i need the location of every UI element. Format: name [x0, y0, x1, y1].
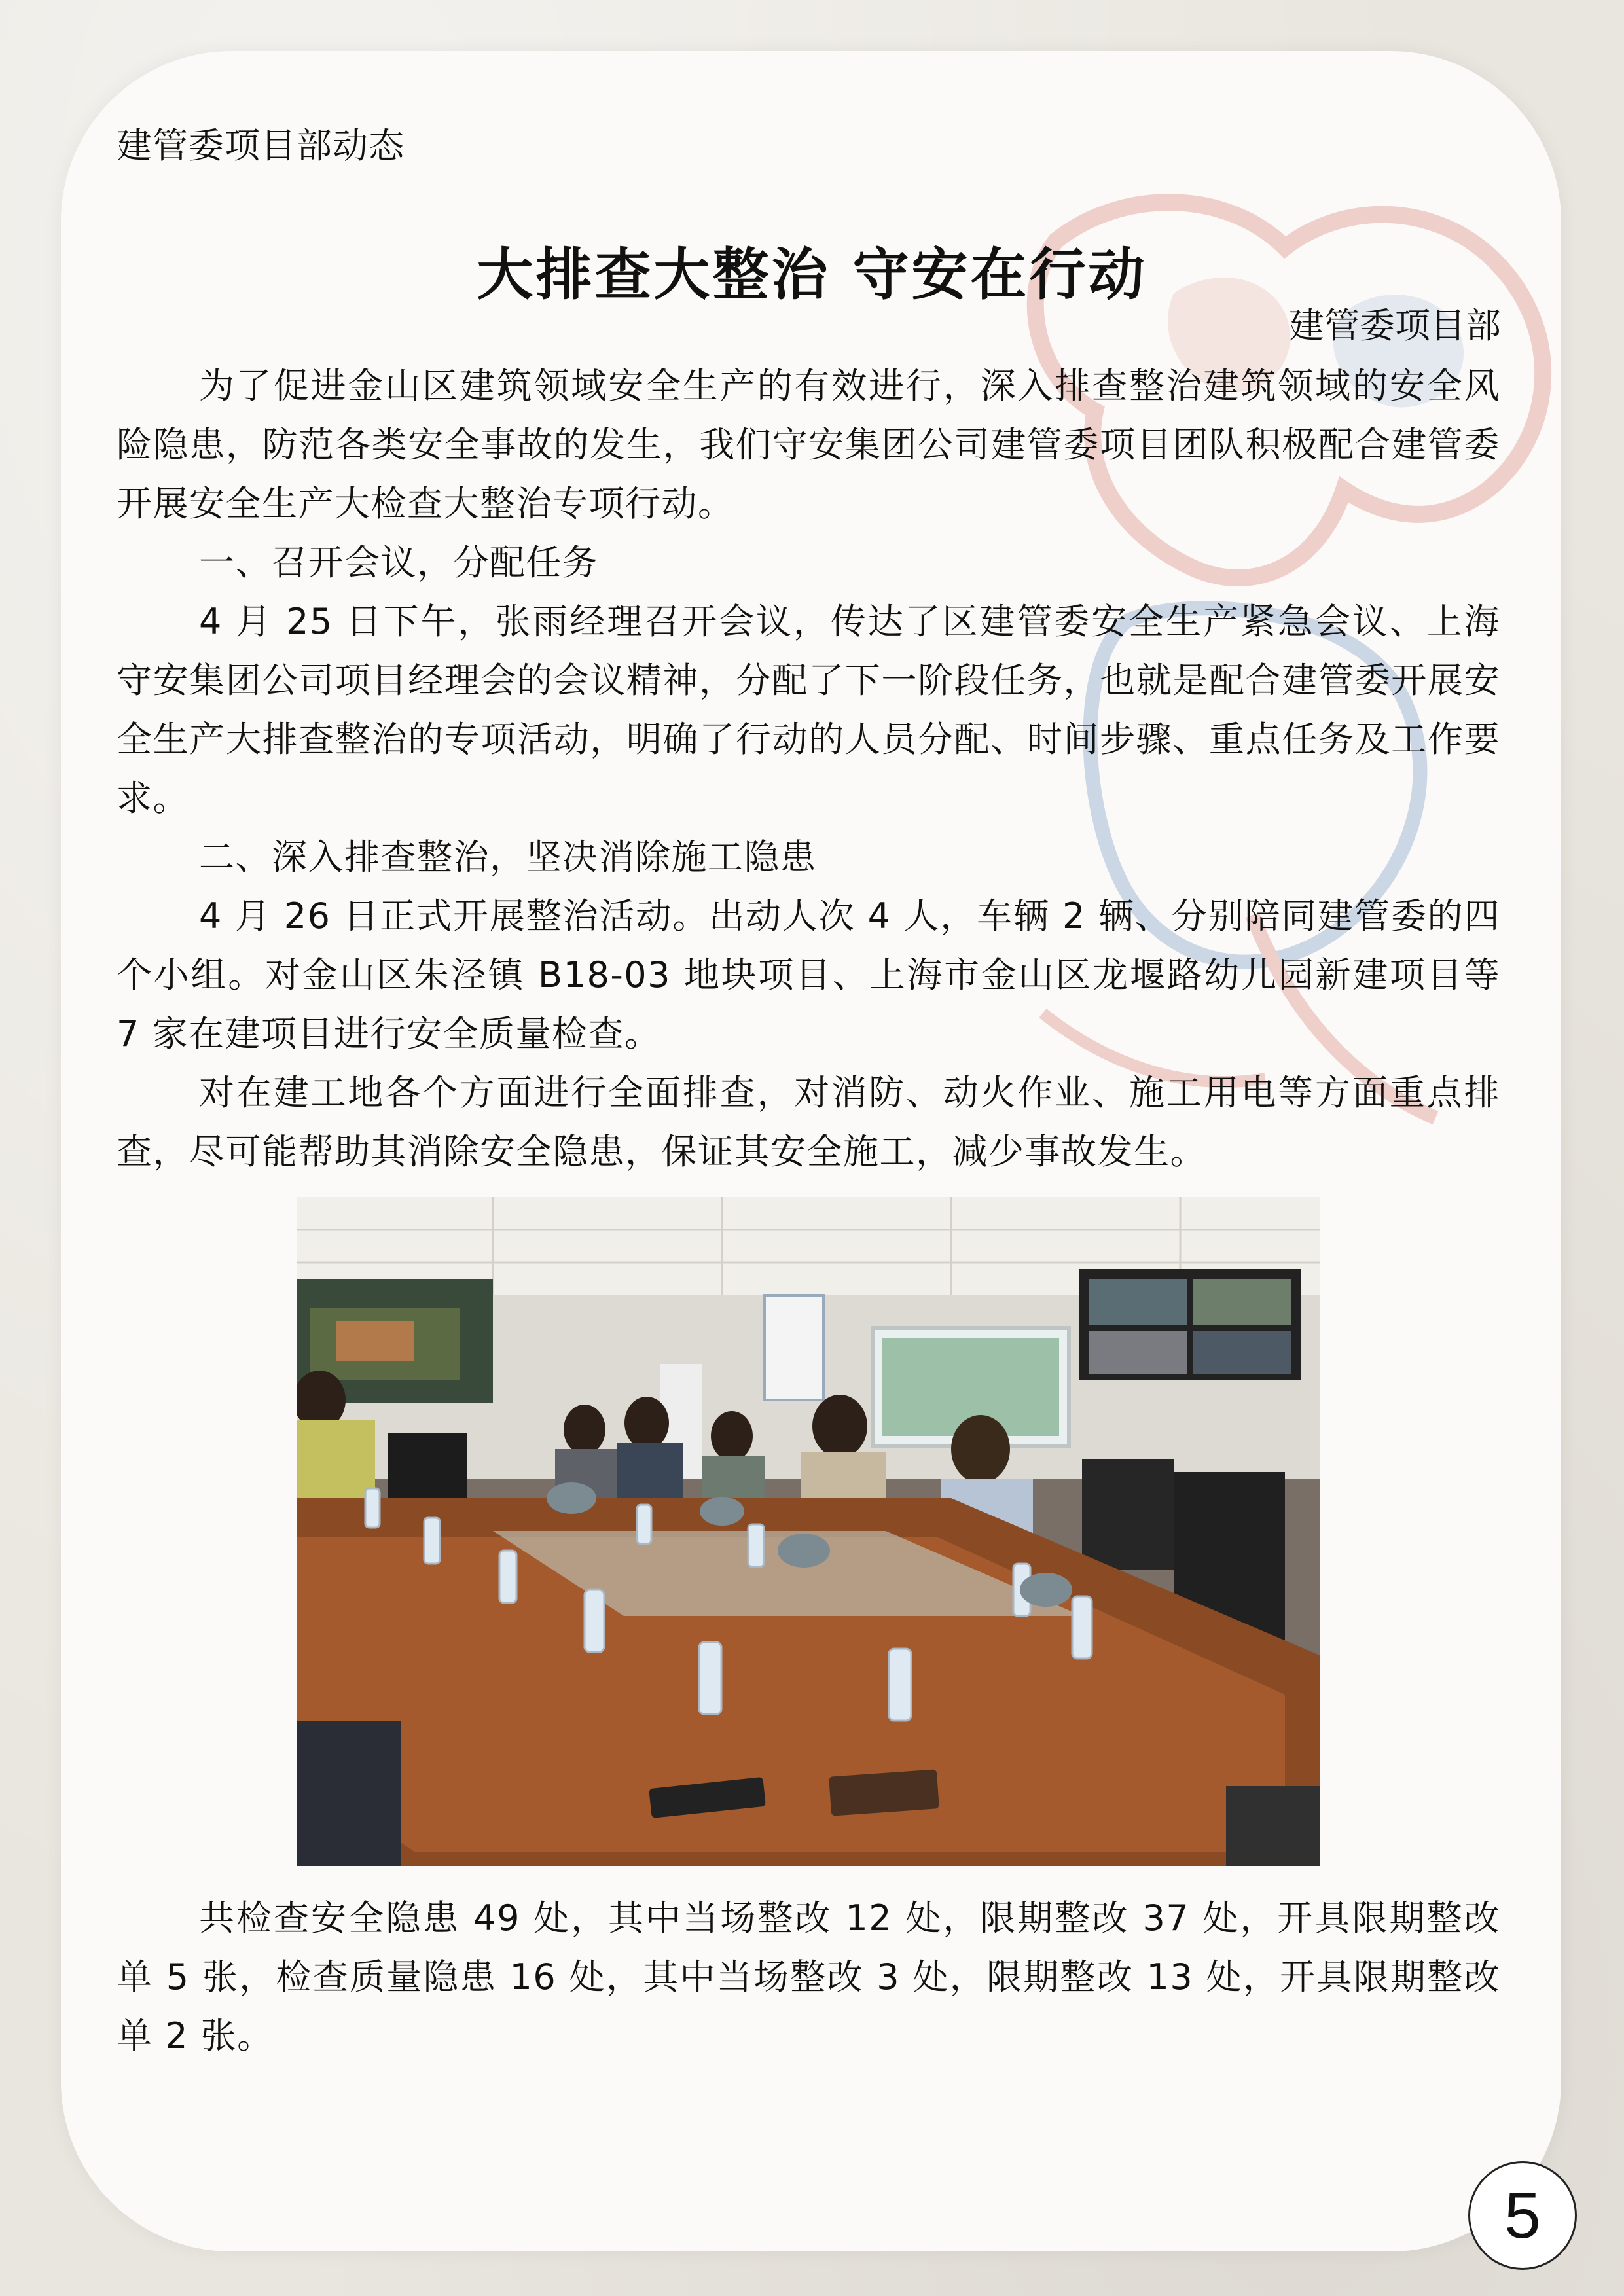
section-heading-2: 二、深入排查整治，坚决消除施工隐患 [199, 836, 817, 878]
article-body-bottom [117, 1889, 1500, 2066]
paragraph-meeting: 4 月 25 日下午，张雨经理召开会议，传达了区建管委安全生产紧急会议、上海守安集团公司项目经理会的会议精神，分配了下一阶段任务，也就是配合建管委开展安全生产大排查整治的专项活动，明确了行动的人员分配、时间步骤、重点任务及工作要求。 [117, 601, 1500, 819]
paragraph-summary: 共检查安全隐患 49 处，其中当场整改 12 处，限期整改 37 处，开具限期整改单 5 张，检查质量隐患 16 处，其中当场整改 3 处，限期整改 13 处，开具限期整改单 2 张。 [117, 1897, 1500, 2056]
paragraph-inspection: 4 月 26 日正式开展整治活动。出动人次 4 人，车辆 2 辆、分别陪同建管委的四个小组。对金山区朱泾镇 B18-03 地块项目、上海市金山区龙堰路幼儿园新建项目等 7 家在建项目进行安全质量检查。 [117, 895, 1500, 1054]
article-title: 大排查大整治 守安在行动 [477, 242, 1147, 308]
section-heading-1: 一、召开会议，分配任务 [199, 542, 599, 583]
section-label: 建管委项目部动态 [117, 125, 405, 166]
paragraph-checks: 对在建工地各个方面进行全面排查，对消防、动火作业、施工用电等方面重点排查，尽可能帮助其消除安全隐患，保证其安全施工，减少事故发生。 [117, 1072, 1500, 1172]
article-body-top [117, 357, 1500, 1181]
paragraph-intro: 为了促进金山区建筑领域安全生产的有效进行，深入排查整治建筑领域的安全风险隐患，防范各类安全事故的发生，我们守安集团公司建管委项目团队积极配合建管委开展安全生产大检查大整治专项行动。 [117, 365, 1500, 524]
meeting-photo-illustration [297, 1197, 1320, 1866]
page-number: 5 [1468, 2161, 1577, 2270]
article-byline: 建管委项目部 [1289, 305, 1501, 346]
meeting-photo [297, 1197, 1320, 1866]
